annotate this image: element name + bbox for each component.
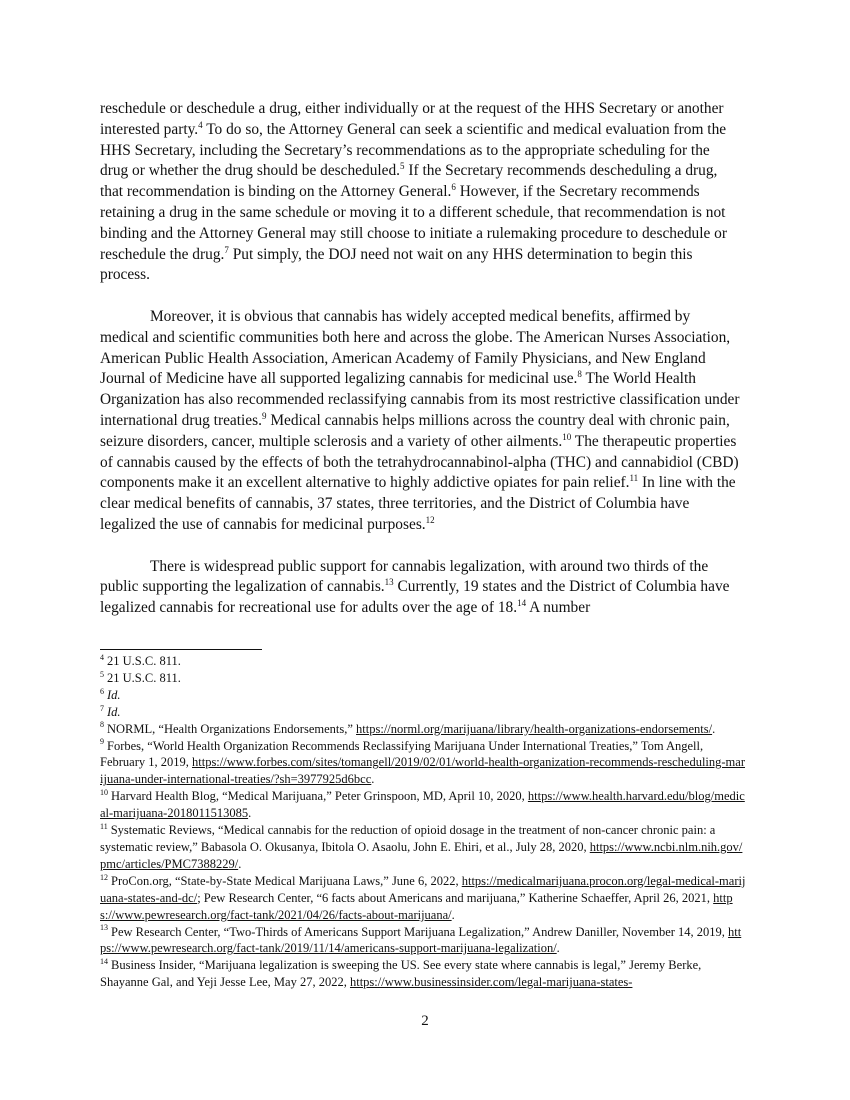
footnote-link[interactable]: https://www.pewresearch.org/fact-tank/2021/04/26/facts-about-marijuana/ [100,890,733,922]
footnote [100,788,746,822]
footnote-ref: 10 [562,431,572,442]
text-run: . [712,721,716,736]
footnote [100,738,746,789]
text-run: Currently, 19 states and the District of Columbia have legalized cannabis for recreational use for adults over the age of 18. [100,578,730,617]
text-run: Moreover, it is obvious that cannabis has widely accepted medical benefits, affirmed by medical and scientific communities both here and across the globe. The American Nurses Association, American Public Health Association, American Academy of Family Physicians, and New England Journal of Medicine have all supported legalizing cannabis for medicinal use. [100,307,731,388]
body-text [100,99,740,640]
text-run: 21 U.S.C. 811. [107,654,181,668]
footnote-number: 12 [100,872,108,882]
text-run: . [238,856,242,871]
footnote [100,653,746,670]
footnote-separator [100,649,262,650]
text-run: Medical cannabis helps millions across the country deal with chronic pain, seizure disorders, cancer, multiple sclerosis and a variety of other ailments. [100,411,730,450]
text-run: . [248,806,252,821]
text-run: . [556,941,560,956]
footnote-number: 5 [100,669,104,679]
footnote [100,957,746,991]
italic-text: Id. [107,687,121,702]
footnote [100,687,746,704]
footnote [100,670,746,687]
footnote [100,873,746,924]
page-number: 2 [421,1013,429,1029]
text-run: If the Secretary recommends descheduling a drug, that recommendation is binding on the Attorney General. [100,162,718,201]
footnotes [100,653,746,991]
footnote-link[interactable]: https://www.pewresearch.org/fact-tank/2019/11/14/americans-support-marijuana-legalization/ [100,924,742,956]
body-paragraph [100,307,740,536]
footnote-number: 13 [100,923,108,933]
footnote-link[interactable]: https://www.forbes.com/sites/tomangell/2019/02/01/world-health-organization-recommends-rescheduling-marijuana-under-international-treaties/?sh=3977925d6bcc [100,755,745,787]
footnote-number: 8 [100,720,104,730]
footnote-ref: 8 [577,369,582,380]
footnote-number: 9 [100,737,104,747]
footnote-number: 14 [100,957,108,967]
footnote-link[interactable]: https://medicalmarijuana.procon.org/legal-medical-marijuana-states-and-dc/ [100,873,746,905]
text-run: NORML, “Health Organizations Endorsements,” [107,721,357,736]
footnote-ref: 6 [451,182,456,193]
text-run: However, if the Secretary recommends retaining a drug in the same schedule or moving it to a different schedule, that recommendation is not binding and the Attorney General may still choose to initiate a rulemaking procedure to deschedule or reschedule the drug. [100,183,727,263]
text-run: reschedule or deschedule a drug, either individually or at the request of the HHS Secretary or another interested party. [100,100,724,138]
text-run: ProCon.org, “State-by-State Medical Marijuana Laws,” June 6, 2022, [111,873,462,888]
text-run: The therapeutic properties of cannabis caused by the effects of both the tetrahydrocannabinol-alpha (THC) and cannabidiol (CBD) components make it an excellent alternative to highly addictive opiates for pain relief. [100,432,739,492]
footnote-link[interactable]: https://www.ncbi.nlm.nih.gov/pmc/articles/PMC7388229/ [100,839,743,871]
text-run: To do so, the Attorney General can seek a scientific and medical evaluation from the HHS Secretary, including the Secretary’s recommendations as to the appropriate scheduling for the drug or whether the drug should be descheduled. [100,120,727,180]
footnote-ref: 12 [425,514,435,525]
text-run: In line with the clear medical benefits of cannabis, 37 states, three territories, and the District of Columbia have legalized the use of cannabis for medicinal purposes. [100,474,736,533]
text-run: Business Insider, “Marijuana legalization is sweeping the US. See every state where cannabis is legal,” Jeremy Berke, Shayanne Gal, and Yeji Jesse Lee, May 27, 2022, [100,958,702,990]
text-run: Forbes, “World Health Organization Recommends Reclassifying Marijuana Under International Treaties,” Tom Angell, February 1, 2019, [100,738,704,770]
text-run: Harvard Health Blog, “Medical Marijuana,” Peter Grinspoon, MD, April 10, 2020, [111,789,528,804]
text-run: A number [526,599,591,617]
body-paragraph [100,99,740,286]
footnote-ref: 14 [517,598,527,608]
footnote-ref: 4 [198,119,203,130]
footnote-ref: 11 [629,473,639,484]
footnote-ref: 9 [261,410,267,421]
footnote-ref: 5 [400,161,405,172]
footnote-ref: 13 [384,577,394,588]
text-run: Pew Research Center, “Two-Thirds of Americans Support Marijuana Legalization,” Andrew Daniller, November 14, 2019, [111,924,729,939]
text-run: ; Pew Research Center, “6 facts about Americans and marijuana,” Katherine Schaeffer, April 26, 2021, [197,890,714,905]
footnote-link[interactable]: https://www.health.harvard.edu/blog/medical-marijuana-2018011513085 [100,789,745,821]
text-run: . [451,907,455,922]
footnote-number: 11 [100,821,108,831]
text-run: There is widespread public support for cannabis legalization, with around two thirds of the public supporting the legalization of cannabis. [100,557,709,596]
text-run: 21 U.S.C. 811. [107,670,181,685]
footnote [100,822,746,873]
footnote-ref: 7 [224,244,229,255]
footnote [100,721,746,738]
text-run: Systematic Reviews, “Medical cannabis for the reduction of opioid dosage in the treatment of non-cancer chronic pain: a systematic review,” Babasola O. Okusanya, Ibitola O. Asaolu, John E. Ehiri, et al., July 28, 2020, [100,823,716,854]
body-paragraph [100,557,740,619]
text-run: . [371,772,375,787]
italic-text: Id. [107,704,121,719]
text-run: The World Health Organization has also recommended reclassifying cannabis from its most restrictive classification under international drug treaties. [100,370,740,429]
footnote [100,704,746,721]
footnote-number: 4 [100,652,104,662]
text-run: Put simply, the DOJ need not wait on any HHS determination to begin this process. [100,245,693,284]
footnote [100,924,746,958]
footnote-link[interactable]: https://www.businessinsider.com/legal-marijuana-states- [349,975,633,990]
footnote-link[interactable]: https://norml.org/marijuana/library/health-organizations-endorsements/ [356,721,713,736]
footnote-number: 7 [100,703,104,713]
footnote-number: 6 [100,686,104,696]
footnote-number: 10 [100,788,108,798]
